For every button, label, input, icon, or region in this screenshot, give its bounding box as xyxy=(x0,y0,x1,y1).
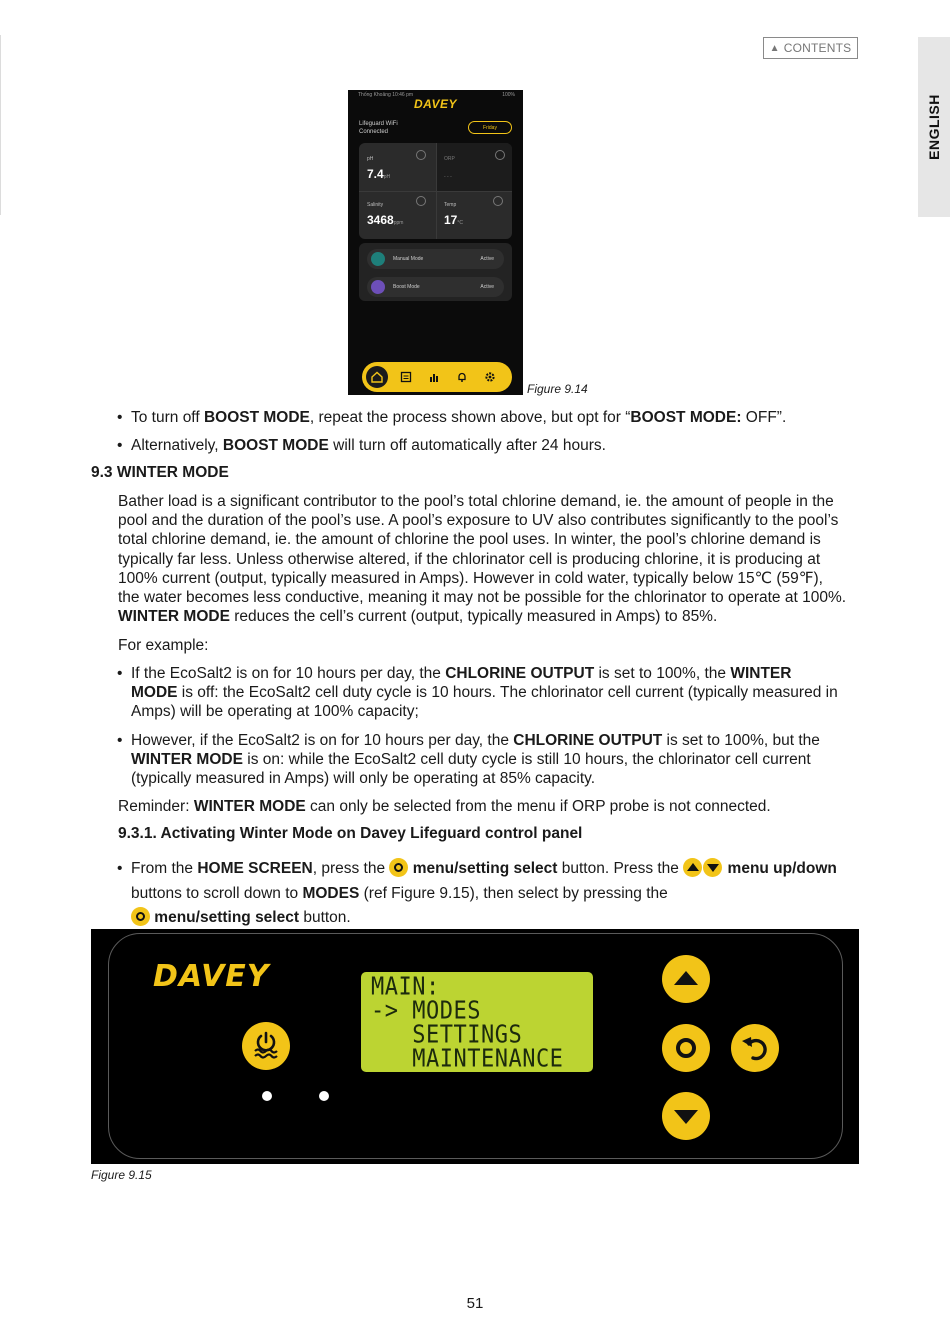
paragraph-line: Bather load is a significant contributor to the pool’s total chlorine demand, ie. the amount of people in the xyxy=(118,493,834,510)
bell-icon[interactable] xyxy=(456,371,468,383)
triangle-up-icon: ▲ xyxy=(769,42,780,54)
orp-value: - - - xyxy=(444,174,452,180)
text-run: From the xyxy=(131,860,198,877)
text-run: button. Press the xyxy=(557,860,684,877)
text-run: will turn off automatically after 24 hours. xyxy=(328,437,606,454)
bullet-boost-off xyxy=(117,408,787,427)
triangle-down-icon xyxy=(662,1092,710,1140)
lcd-display xyxy=(361,972,593,1072)
text-run: (ref Figure 9.15), then select by pressing the xyxy=(359,885,668,902)
bullet-dot: • xyxy=(117,437,123,454)
power-waves-icon xyxy=(242,1022,290,1070)
text-run: Alternatively, xyxy=(131,437,223,454)
text-bold: WINTER MODE xyxy=(131,751,243,769)
text-run: is on: while the EcoSalt2 cell duty cycle is still 10 hours, the chlorinator cell current xyxy=(242,751,811,769)
text-run: Reminder: xyxy=(118,798,194,815)
salinity-label: Salinity xyxy=(367,202,384,208)
text-run: To turn off xyxy=(131,409,204,426)
text-run: can only be selected from the menu if ORP probe is not connected. xyxy=(305,798,771,815)
text-run: However, if the EcoSalt2 is on for 10 hours per day, the xyxy=(131,732,514,749)
orp-icon xyxy=(495,150,505,160)
paragraph-line xyxy=(131,858,871,883)
ph-number: 7.4 xyxy=(367,167,384,181)
lcd-line-maintenance: MAINTENANCE xyxy=(371,1044,564,1074)
control-panel-figure xyxy=(91,929,859,1164)
paragraph-line: the water becomes less conductive, meaning it may not be possible for the chlorinator to operate at 100%. xyxy=(118,589,847,607)
bullet-example-on xyxy=(117,731,871,789)
text-bold: MODES xyxy=(302,885,360,902)
menu-up-button[interactable] xyxy=(662,955,710,1003)
schedule-icon[interactable] xyxy=(400,371,412,383)
ph-label: pH xyxy=(367,156,374,162)
temp-number: 17 xyxy=(444,213,458,227)
figure-9-14-caption: Figure 9.14 xyxy=(527,382,588,396)
text-run: is off: the EcoSalt2 cell duty cycle is 10 hours. The chlorinator cell current (typically measured in xyxy=(177,684,838,702)
pill-label: Friday xyxy=(483,124,497,131)
orp-label: ORP xyxy=(444,156,455,162)
bullet-dot: • xyxy=(117,665,123,682)
figure-9-15-caption: Figure 9.15 xyxy=(91,1168,152,1182)
boost-mode-status: Active xyxy=(480,284,494,290)
arrow-up-icon xyxy=(683,858,702,877)
home-icon xyxy=(366,366,388,388)
page-margin-line xyxy=(0,35,1,215)
phone-screenshot xyxy=(348,90,523,395)
salinity-unit: ppm xyxy=(393,220,404,226)
text-bold: WINTER MODE xyxy=(193,798,306,815)
text-run: is set to 100%, but the xyxy=(662,732,820,749)
language-tab[interactable] xyxy=(918,37,950,217)
paragraph-line xyxy=(131,683,871,702)
text-bold: CHLORINE OUTPUT xyxy=(445,665,595,682)
phone-brand-logo: DAVEY xyxy=(414,97,457,111)
temp-value xyxy=(444,213,463,227)
triangle-up-icon xyxy=(662,955,710,1003)
contents-button[interactable] xyxy=(763,37,858,59)
temp-unit: °C xyxy=(457,220,463,226)
ph-value xyxy=(367,167,390,181)
home-nav-button[interactable] xyxy=(366,366,388,388)
reminder-text xyxy=(118,797,771,816)
paragraph-line xyxy=(131,664,871,683)
manual-mode-status: Active xyxy=(480,256,494,262)
bullet-boost-auto xyxy=(117,436,606,455)
paragraph-line xyxy=(131,750,871,769)
phone-nav-bar xyxy=(362,362,512,392)
paragraph-line: pool and the duration of the pool’s use. A pool’s exposure to UV also contributes significantly to the pool’s xyxy=(118,512,839,530)
back-arrow-icon xyxy=(731,1024,779,1072)
panel-brand-logo: DAVEY xyxy=(153,959,270,994)
thermometer-icon xyxy=(493,196,503,206)
bullet-activate-winter xyxy=(117,858,871,928)
paragraph-line: 100% current (output, typically measured in Amps). However in cold water, typically below 15℃ (59℉), xyxy=(118,569,823,587)
gear-icon[interactable] xyxy=(484,371,496,383)
paragraph-line xyxy=(131,883,871,904)
ph-icon xyxy=(416,150,426,160)
status-led-2 xyxy=(319,1091,329,1101)
paragraph-line xyxy=(131,907,871,928)
salinity-value xyxy=(367,213,403,227)
text-bold: BOOST MODE xyxy=(203,409,310,426)
paragraph-line: Amps) will be operating at 100% capacity; xyxy=(131,703,419,721)
text-bold: BOOST MODE: xyxy=(630,409,742,426)
lcd-line-modes: -> MODES xyxy=(371,996,481,1026)
up-down-buttons-icon xyxy=(683,858,723,883)
text-run: , repeat the process shown above, but opt for “ xyxy=(309,409,631,426)
select-button-icon xyxy=(131,907,150,926)
phone-connection-status xyxy=(359,120,398,136)
arrow-down-icon xyxy=(703,858,722,877)
text-bold: WINTER xyxy=(730,665,792,682)
select-button-icon xyxy=(389,858,408,877)
text-run: If the EcoSalt2 is on for 10 hours per day, the xyxy=(131,665,446,682)
power-button[interactable] xyxy=(242,1022,290,1070)
boost-mode-label: Boost Mode xyxy=(393,284,420,290)
temp-label: Temp xyxy=(444,202,457,208)
grid-divider-h xyxy=(359,191,512,192)
menu-down-button[interactable] xyxy=(662,1092,710,1140)
text-run: buttons to scroll down to xyxy=(131,885,303,902)
back-button[interactable] xyxy=(731,1024,779,1072)
chart-icon[interactable] xyxy=(428,371,440,383)
lcd-line-main: MAIN: xyxy=(371,972,440,1002)
bullet-dot: • xyxy=(117,732,123,749)
section-heading-9-3: 9.3 WINTER MODE xyxy=(91,464,229,481)
text-bold: BOOST MODE xyxy=(222,437,329,454)
paragraph-line xyxy=(118,607,878,626)
phone-status-left: Thống Khoảng 10:46 pm xyxy=(358,92,414,98)
ph-unit: pH xyxy=(383,174,391,180)
manual-mode-label: Manual Mode xyxy=(393,256,424,262)
example-intro: For example: xyxy=(118,637,209,654)
page-number: 51 xyxy=(466,1295,484,1312)
text-bold: menu/setting select xyxy=(408,860,558,877)
language-tab-label: ENGLISH xyxy=(926,94,942,160)
text-bold: HOME SCREEN xyxy=(197,860,313,877)
manual-mode-row[interactable] xyxy=(367,249,504,269)
section-heading-9-3-1: 9.3.1. Activating Winter Mode on Davey Lifeguard control panel xyxy=(118,825,583,842)
text-run: button. xyxy=(299,909,351,926)
salinity-number: 3468 xyxy=(367,213,394,227)
text-bold: CHLORINE OUTPUT xyxy=(513,732,663,749)
text-bold: WINTER MODE xyxy=(118,608,230,626)
text-run: is set to 100%, the xyxy=(594,665,731,682)
paragraph-line: total chlorine demand, ie. the amount of chlorine the pool uses. In winter, the pool’s chlorine demand is xyxy=(118,531,821,549)
text-run: OFF”. xyxy=(741,409,787,426)
text-run: , press the xyxy=(312,860,390,877)
connection-line-1: Lifeguard WiFi xyxy=(359,121,398,127)
menu-select-button[interactable] xyxy=(662,1024,710,1072)
bullet-example-off xyxy=(117,664,871,722)
lcd-line-settings: SETTINGS xyxy=(371,1020,523,1050)
paragraph-line: typically far less. Unless otherwise altered, if the chlorinator cell is producing chlorine, it is producing at xyxy=(118,550,821,568)
phone-schedule-pill[interactable] xyxy=(468,121,512,134)
manual-mode-icon xyxy=(371,252,385,266)
text-run: reduces the cell’s current (output, typically measured in Amps) to 85%. xyxy=(229,608,718,626)
salinity-icon xyxy=(416,196,426,206)
status-led-1 xyxy=(262,1091,272,1101)
paragraph-line: (typically measured in Amps) will only be operating at 85% capacity. xyxy=(131,770,596,788)
select-ring-icon xyxy=(662,1024,710,1072)
winter-mode-paragraph xyxy=(118,492,878,626)
connection-line-2: Connected xyxy=(359,129,389,135)
contents-label: CONTENTS xyxy=(783,41,852,55)
text-bold: menu up/down xyxy=(723,860,837,877)
text-bold: MODE xyxy=(131,684,178,702)
boost-mode-row[interactable] xyxy=(367,277,504,297)
bullet-dot: • xyxy=(117,409,123,426)
boost-mode-icon xyxy=(371,280,385,294)
phone-battery: 100% xyxy=(502,92,515,98)
text-bold: menu/setting select xyxy=(150,909,300,926)
bullet-dot: • xyxy=(117,860,123,877)
paragraph-line xyxy=(131,731,871,750)
